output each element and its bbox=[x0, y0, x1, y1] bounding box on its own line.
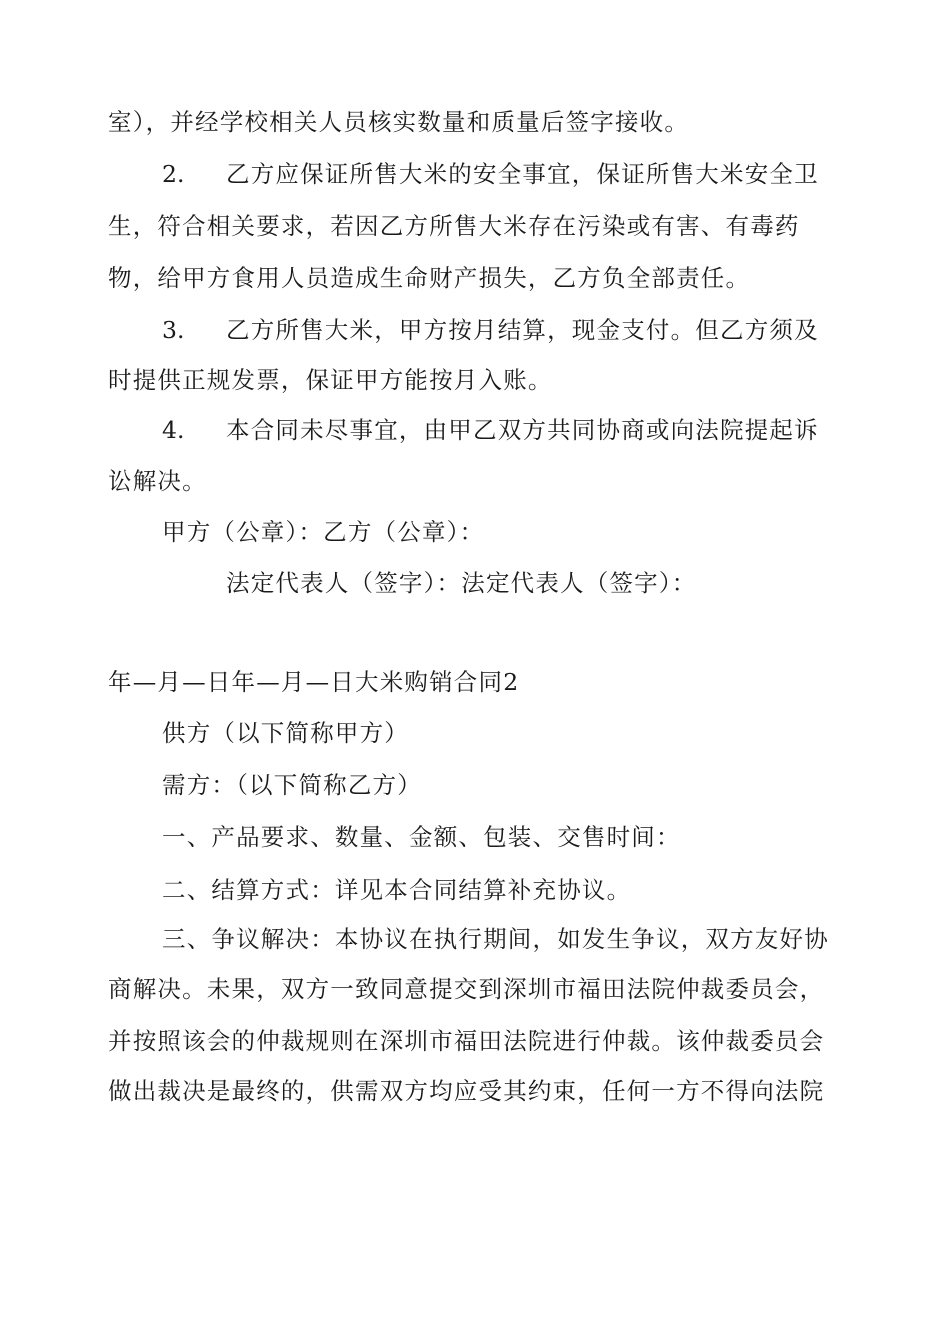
line-text: 一、产品要求、数量、金额、包装、交售时间： bbox=[162, 823, 681, 851]
paragraph-line bbox=[108, 206, 868, 246]
line-text: 供方（以下简称甲方） bbox=[162, 719, 409, 747]
line-text: 讼解决。 bbox=[108, 467, 207, 495]
line-text: 室），并经学校相关人员核实数量和质量后签字接收。 bbox=[108, 108, 690, 136]
paragraph-line bbox=[108, 258, 868, 298]
line-text: 法定代表人（签字）：法定代表人（签字）： bbox=[226, 569, 697, 597]
date-and-title-line bbox=[108, 662, 868, 702]
numbered-item-2 bbox=[162, 154, 868, 194]
supplier-line bbox=[162, 713, 868, 753]
paragraph-line bbox=[108, 1071, 868, 1111]
line-text: 需方：（以下简称乙方） bbox=[162, 771, 422, 799]
paragraph-line bbox=[108, 360, 868, 400]
numbered-item-3 bbox=[162, 310, 868, 350]
buyer-line bbox=[162, 765, 868, 805]
line-text: 生，符合相关要求，若因乙方所售大米存在污染或有害、有毒药 bbox=[108, 212, 800, 240]
paragraph-line bbox=[108, 102, 868, 142]
line-text: 商解决。未果，双方一致同意提交到深圳市福田法院仲裁委员会， bbox=[108, 975, 825, 1003]
paragraph-line bbox=[108, 969, 868, 1009]
line-text: 甲方（公章）：乙方（公章）： bbox=[162, 518, 485, 546]
line-text: 二、结算方式：详见本合同结算补充协议。 bbox=[162, 876, 632, 904]
item-number: 4. bbox=[162, 416, 185, 444]
line-text: 物，给甲方食用人员造成生命财产损失，乙方负全部责任。 bbox=[108, 264, 751, 292]
paragraph-line bbox=[108, 461, 868, 501]
item-number: 2. bbox=[162, 160, 185, 188]
item-number: 3. bbox=[162, 316, 185, 344]
line-text: 做出裁决是最终的，供需双方均应受其约束，任何一方不得向法院 bbox=[108, 1077, 825, 1105]
clause-3 bbox=[162, 919, 868, 959]
clause-2 bbox=[162, 870, 868, 910]
paragraph-line bbox=[108, 1021, 868, 1061]
numbered-item-4 bbox=[162, 410, 868, 450]
line-text: 本合同未尽事宜，由甲乙双方共同协商或向法院提起诉 bbox=[226, 416, 819, 444]
line-text: 年—月—日年—月—日大米购销合同2 bbox=[108, 668, 520, 696]
line-text: 三、争议解决：本协议在执行期间，如发生争议，双方友好协 bbox=[162, 925, 829, 953]
line-text: 乙方所售大米，甲方按月结算，现金支付。但乙方须及 bbox=[226, 316, 819, 344]
clause-1 bbox=[162, 817, 868, 857]
line-text: 乙方应保证所售大米的安全事宜，保证所售大米安全卫 bbox=[226, 160, 819, 188]
line-text: 时提供正规发票，保证甲方能按月入账。 bbox=[108, 366, 553, 394]
representative-signature-line bbox=[226, 563, 868, 603]
party-seal-line bbox=[162, 512, 868, 552]
line-text: 并按照该会的仲裁规则在深圳市福田法院进行仲裁。该仲裁委员会 bbox=[108, 1027, 825, 1055]
